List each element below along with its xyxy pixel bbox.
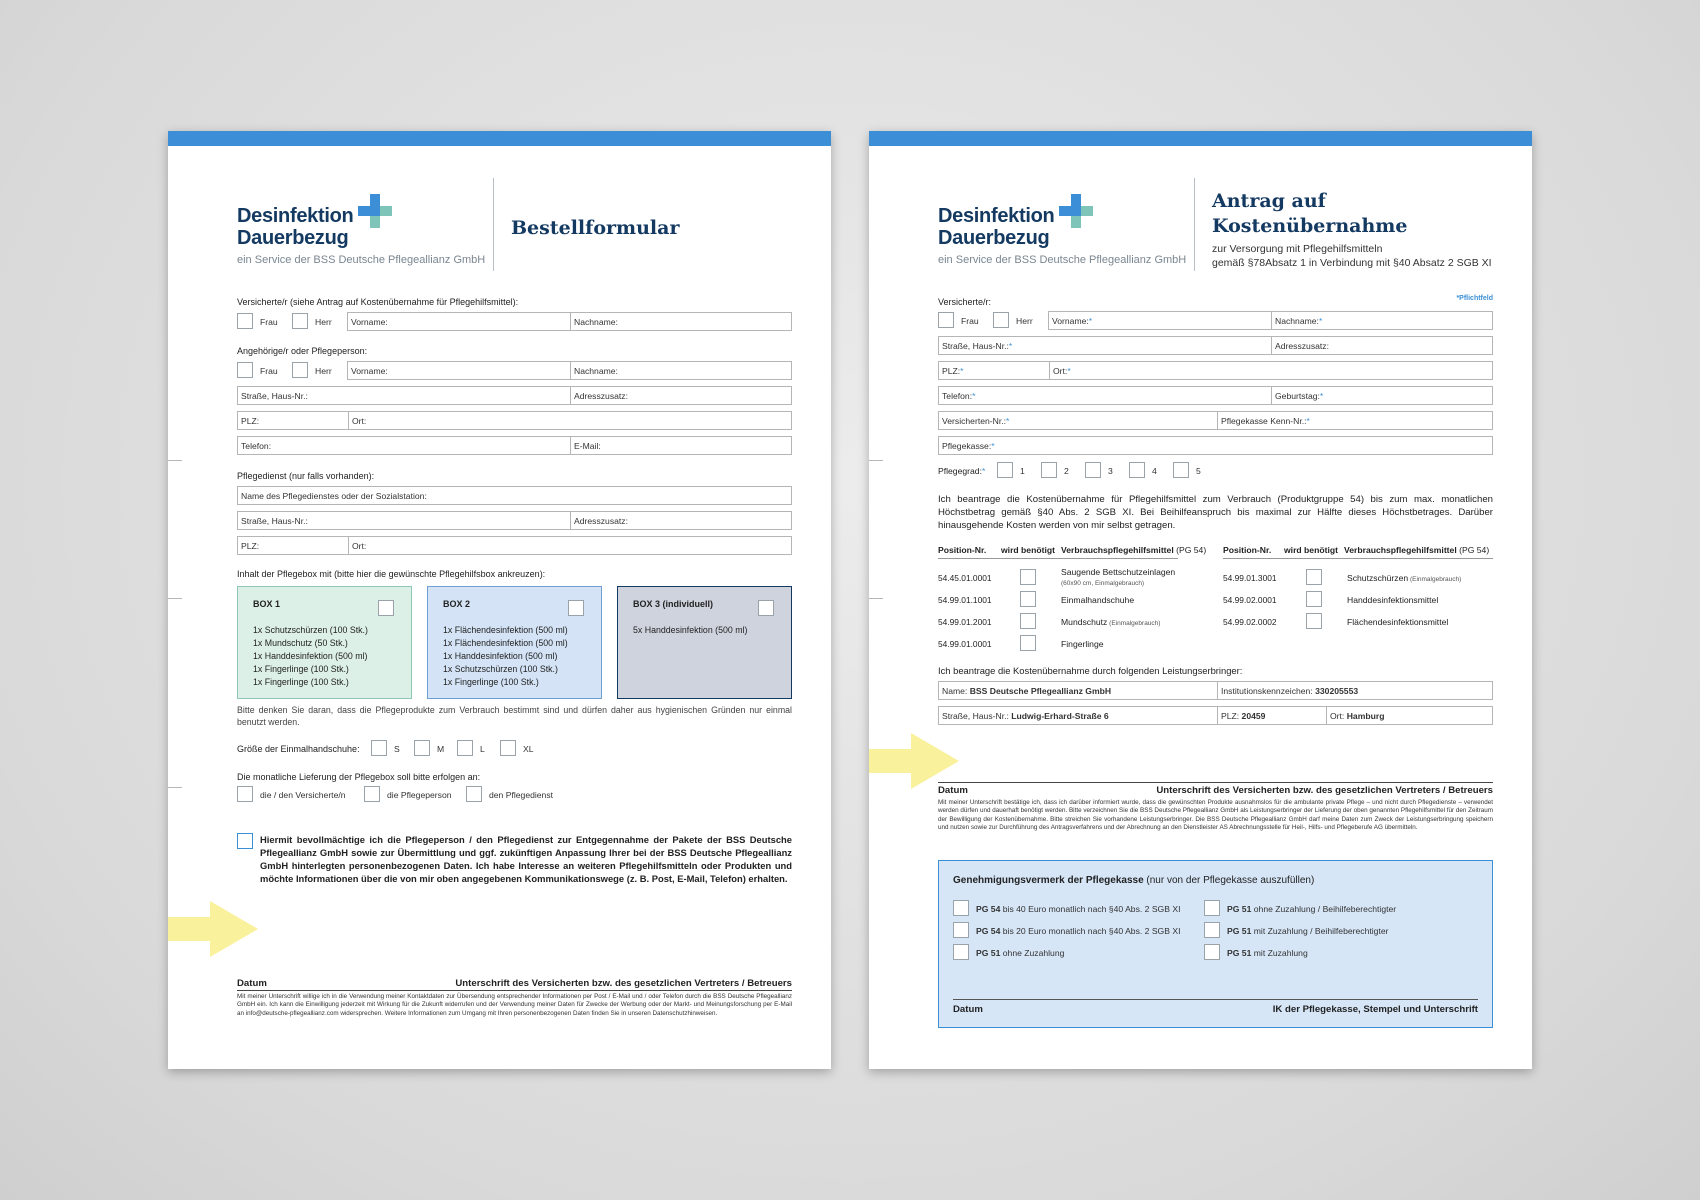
glove-size-s-label: S bbox=[394, 744, 400, 754]
approval-pg51-none-beihilfe-checkbox[interactable] bbox=[1204, 900, 1220, 916]
relative-herr-label: Herr bbox=[315, 366, 332, 376]
logo-plus-icon bbox=[1059, 194, 1093, 233]
glove-size-label: Größe der Einmalhandschuhe: bbox=[237, 744, 360, 754]
plz-label: PLZ: bbox=[241, 416, 260, 426]
relative-city-field[interactable] bbox=[237, 411, 792, 430]
street-label: Straße, Haus-Nr.:* bbox=[942, 341, 1013, 351]
header-divider bbox=[493, 178, 494, 271]
approval-option-label: PG 51 ohne Zuzahlung / Beihilfeberechtigter bbox=[1227, 904, 1397, 914]
sign-here-arrow-icon bbox=[869, 733, 959, 789]
care-fund-label: Pflegekasse:* bbox=[942, 441, 995, 451]
approval-option-label: PG 54 bis 20 Euro monatlich nach §40 Abs. 2 SGB XI bbox=[976, 926, 1181, 936]
page-title: Bestellformular bbox=[511, 217, 680, 239]
insured-herr-label: Herr bbox=[315, 317, 332, 327]
insurance-number-label: Versicherten-Nr.:* bbox=[942, 416, 1010, 426]
vorname-label: Vorname: bbox=[351, 317, 388, 327]
email-label: E-Mail: bbox=[574, 441, 601, 451]
box-item: 1x Fingerlinge (100 Stk.) bbox=[443, 677, 539, 687]
insured-herr-label: Herr bbox=[1016, 316, 1033, 326]
care-grade-4-label: 4 bbox=[1152, 466, 1157, 476]
product-needed-checkbox[interactable] bbox=[1020, 613, 1036, 629]
insured-name-field[interactable] bbox=[347, 312, 792, 331]
approval-date-label: Datum bbox=[953, 1004, 983, 1015]
margin-tick bbox=[869, 460, 883, 461]
glove-size-l-label: L bbox=[480, 744, 485, 754]
product-name: Flächendesinfektionsmittel bbox=[1347, 617, 1449, 627]
column-header-position: Position-Nr. bbox=[1223, 545, 1272, 555]
nachname-label: Nachname:* bbox=[1275, 316, 1323, 326]
care-grade-3-checkbox[interactable] bbox=[1085, 462, 1101, 478]
position-number: 54.99.02.0002 bbox=[1223, 617, 1277, 627]
column-header-needed: wird benötigt bbox=[1284, 545, 1338, 555]
box-item: 1x Flächendesinfektion (500 ml) bbox=[443, 638, 568, 648]
brand-subline: ein Service der BSS Deutsche Pflegeallianz GmbH bbox=[938, 254, 1187, 266]
box-2-checkbox[interactable] bbox=[568, 600, 584, 616]
vorname-label: Vorname:* bbox=[1052, 316, 1093, 326]
date-label: Datum bbox=[938, 785, 968, 796]
relative-frau-checkbox[interactable] bbox=[237, 362, 253, 378]
city-field[interactable] bbox=[938, 361, 1493, 380]
consent-checkbox[interactable] bbox=[237, 833, 253, 849]
margin-tick bbox=[869, 598, 883, 599]
care-grade-5-checkbox[interactable] bbox=[1173, 462, 1189, 478]
margin-tick bbox=[168, 598, 182, 599]
box-item: 1x Mundschutz (50 Stk.) bbox=[253, 638, 348, 648]
privacy-fineprint: Mit meiner Unterschrift willige ich in die Verwendung meiner Kontaktdaten zur Übersendung entsprechender Informationen per Post / E-Mail und / oder Telefon durch die BSS Deutsche Pflegeallianz GmbH ein. Ich kann die Einwilligung jederzeit mit Wirkung für die Zukunft widerrufen und der Verwendung meiner Daten für Zwecke der Werbung oder der Markt- und Meinungsforschung per E-Mail an info@deutsche-pflegeallianz.com widersprechen. Weitere Informationen zum Umgang mit Ihren personenbezogenen Daten finden Sie in unseren Datenschutzhinweisen. bbox=[237, 993, 792, 1017]
approval-option-label: PG 51 mit Zuzahlung bbox=[1227, 948, 1308, 958]
care-grade-1-checkbox[interactable] bbox=[997, 462, 1013, 478]
order-form-sheet bbox=[168, 131, 831, 1069]
glove-size-m-checkbox[interactable] bbox=[414, 740, 430, 756]
box-item: 5x Handdesinfektion (500 ml) bbox=[633, 625, 748, 635]
fund-id-label: Pflegekasse Kenn-Nr.:* bbox=[1221, 416, 1310, 426]
position-number: 54.99.01.3001 bbox=[1223, 573, 1277, 583]
box-item: 1x Fingerlinge (100 Stk.) bbox=[253, 677, 349, 687]
sheet-top-bar bbox=[168, 131, 831, 146]
brand-line-2: Dauerbezug bbox=[237, 227, 349, 249]
box-title: BOX 2 bbox=[443, 599, 471, 609]
brand-line-1: Desinfektion bbox=[938, 205, 1055, 227]
care-fund-field[interactable] bbox=[938, 436, 1493, 455]
brand-line-1: Desinfektion bbox=[237, 205, 354, 227]
approval-option-label: PG 54 bis 40 Euro monatlich nach §40 Abs. 2 SGB XI bbox=[976, 904, 1181, 914]
insured-frau-label: Frau bbox=[961, 316, 979, 326]
plz-label: PLZ: bbox=[241, 541, 260, 551]
street-label: Straße, Haus-Nr.: bbox=[241, 391, 308, 401]
delivery-insured-label: die / den Versicherte/n bbox=[260, 790, 346, 800]
provider-street: Straße, Haus-Nr.: Ludwig-Erhard-Straße 6 bbox=[942, 711, 1109, 721]
relative-herr-checkbox[interactable] bbox=[292, 362, 308, 378]
service-name-label: Name des Pflegedienstes oder der Sozialstation: bbox=[241, 491, 427, 501]
position-number: 54.99.01.0001 bbox=[938, 639, 992, 649]
column-header-position: Position-Nr. bbox=[938, 545, 987, 555]
ort-label: Ort: bbox=[352, 541, 367, 551]
position-number: 54.45.01.0001 bbox=[938, 573, 992, 583]
care-grade-4-checkbox[interactable] bbox=[1129, 462, 1145, 478]
care-grade-2-label: 2 bbox=[1064, 466, 1069, 476]
consent-text: Hiermit bevollmächtige ich die Pflegeperson / den Pflegedienst zur Entgegennahme der Pakete der BSS Deutsche Pflegeallianz GmbH sowie zur Übermittlung und ggf. zukünftigen Anpassung Ihrer bei der BSS Deutsche Pflegeallianz GmbH hinterlegten personenbezogenen Daten. Ich habe Interesse an weiteren Pflegehilfsmitteln oder Produkten und möchte Informationen über die von mir oben angegebenen Kommunikationswege (z. B. Post, E-Mail, Telefon) erhalten. bbox=[260, 834, 792, 884]
page-subtitle-1: zur Versorgung mit Pflegehilfsmitteln bbox=[1212, 243, 1383, 255]
insured-frau-label: Frau bbox=[260, 317, 278, 327]
required-field-note: *Pflichtfeld bbox=[1456, 295, 1493, 302]
box-3-option[interactable] bbox=[617, 586, 792, 699]
telefon-label: Telefon:* bbox=[942, 391, 976, 401]
column-header-needed: wird benötigt bbox=[1001, 545, 1055, 555]
product-needed-checkbox[interactable] bbox=[1020, 569, 1036, 585]
box-2-option[interactable] bbox=[427, 586, 602, 699]
brand-subline: ein Service der BSS Deutsche Pflegeallianz GmbH bbox=[237, 254, 486, 266]
nachname-label: Nachname: bbox=[574, 366, 618, 376]
box-item: 1x Handdesinfektion (500 ml) bbox=[443, 651, 558, 661]
relative-frau-label: Frau bbox=[260, 366, 278, 376]
insured-herr-checkbox[interactable] bbox=[292, 313, 308, 329]
provider-intro: Ich beantrage die Kostenübernahme durch folgenden Leistungserbringer: bbox=[938, 665, 1243, 676]
delivery-service-label: den Pflegedienst bbox=[489, 790, 554, 800]
glove-size-m-label: M bbox=[437, 744, 445, 754]
telefon-label: Telefon: bbox=[241, 441, 272, 451]
nachname-label: Nachname: bbox=[574, 317, 618, 327]
provider-ik: Institutionskennzeichen: 330205553 bbox=[1221, 686, 1359, 696]
glove-size-s-checkbox[interactable] bbox=[371, 740, 387, 756]
provider-plz: PLZ: 20459 bbox=[1221, 711, 1266, 721]
approval-pg51-none-checkbox[interactable] bbox=[953, 944, 969, 960]
page-title: Antrag auf Kostenübernahme bbox=[1212, 190, 1408, 237]
signature-label: Unterschrift des Versicherten bzw. des gesetzlichen Vertreters / Betreuers bbox=[1156, 785, 1493, 796]
signature-line bbox=[938, 782, 1493, 783]
product-needed-checkbox[interactable] bbox=[1306, 569, 1322, 585]
approval-pg54-40-checkbox[interactable] bbox=[953, 900, 969, 916]
insured-frau-checkbox[interactable] bbox=[237, 313, 253, 329]
care-service-street-field[interactable] bbox=[237, 511, 792, 530]
approval-ik-label: IK der Pflegekasse, Stempel und Unterschrift bbox=[1272, 1004, 1478, 1015]
approval-signature-line bbox=[953, 999, 1478, 1000]
page-subtitle-2: gemäß §78Absatz 1 in Verbindung mit §40 Absatz 2 SGB XI bbox=[1212, 257, 1492, 269]
product-needed-checkbox[interactable] bbox=[1020, 635, 1036, 651]
address-extra-label: Adresszusatz: bbox=[574, 391, 628, 401]
care-service-name-field[interactable] bbox=[237, 486, 792, 505]
care-grade-3-label: 3 bbox=[1108, 466, 1113, 476]
product-name: Mundschutz (Einmalgebrauch) bbox=[1061, 617, 1161, 627]
product-needed-checkbox[interactable] bbox=[1306, 613, 1322, 629]
delivery-service-checkbox[interactable] bbox=[466, 786, 482, 802]
margin-tick bbox=[168, 787, 182, 788]
glove-size-l-checkbox[interactable] bbox=[457, 740, 473, 756]
box-item: 1x Schutzschürzen (100 Stk.) bbox=[253, 625, 368, 635]
glove-size-xl-label: XL bbox=[523, 744, 534, 754]
approval-option-label: PG 51 mit Zuzahlung / Beihilfeberechtigter bbox=[1227, 926, 1389, 936]
column-header-item: Verbrauchspflegehilfsmittel (PG 54) bbox=[1344, 545, 1490, 555]
provider-city: Ort: Hamburg bbox=[1330, 711, 1385, 721]
insurance-number-field[interactable] bbox=[938, 411, 1493, 430]
delivery-label: Die monatliche Lieferung der Pflegebox soll bitte erfolgen an: bbox=[237, 772, 481, 782]
date-label: Datum bbox=[237, 978, 267, 989]
provider-name-field bbox=[938, 681, 1493, 700]
birthday-label: Geburtstag:* bbox=[1275, 391, 1324, 401]
brand-line-2: Dauerbezug bbox=[938, 227, 1050, 249]
relative-street-field[interactable] bbox=[237, 386, 792, 405]
box-title: BOX 3 (individuell) bbox=[633, 599, 714, 609]
glove-size-xl-checkbox[interactable] bbox=[500, 740, 516, 756]
approval-pg51-with-checkbox[interactable] bbox=[1204, 944, 1220, 960]
provider-address-field bbox=[938, 706, 1493, 725]
hygiene-note: Bitte denken Sie daran, dass die Pflegeprodukte zum Verbrauch bestimmt sind und dürfen daher aus hygienischen Gründen nur einmal benutzt werden. bbox=[237, 705, 792, 727]
address-extra-label: Adresszusatz: bbox=[1275, 341, 1329, 351]
delivery-caregiver-checkbox[interactable] bbox=[364, 786, 380, 802]
product-needed-checkbox[interactable] bbox=[1306, 591, 1322, 607]
delivery-insured-checkbox[interactable] bbox=[237, 786, 253, 802]
position-number: 54.99.01.1001 bbox=[938, 595, 992, 605]
street-label: Straße, Haus-Nr.: bbox=[241, 516, 308, 526]
position-number: 54.99.02.0001 bbox=[1223, 595, 1277, 605]
provider-name: Name: BSS Deutsche Pflegeallianz GmbH bbox=[942, 686, 1112, 696]
insured-label: Versicherte/r (siehe Antrag auf Kostenübernahme für Pflegehilfsmittel): bbox=[237, 297, 519, 307]
product-name: Schutzschürzen (Einmalgebrauch) bbox=[1347, 573, 1462, 583]
box-1-option[interactable] bbox=[237, 586, 412, 699]
box-item: 1x Schutzschürzen (100 Stk.) bbox=[443, 664, 558, 674]
product-name: Handdesinfektionsmittel bbox=[1347, 595, 1439, 605]
product-name: Saugende Bettschutzeinlagen (60x90 cm, Einmalgebrauch) bbox=[1061, 567, 1176, 587]
box-3-checkbox[interactable] bbox=[758, 600, 774, 616]
care-grade-5-label: 5 bbox=[1196, 466, 1201, 476]
logo-plus-icon bbox=[358, 194, 392, 233]
box-item: 1x Handdesinfektion (500 ml) bbox=[253, 651, 368, 661]
margin-tick bbox=[168, 460, 182, 461]
care-grade-label: Pflegegrad:* bbox=[938, 466, 986, 476]
care-service-label: Pflegedienst (nur falls vorhanden): bbox=[237, 471, 375, 481]
product-name: Einmalhandschuhe bbox=[1061, 595, 1135, 605]
approval-title: Genehmigungsvermerk der Pflegekasse (nur von der Pflegekasse auszufüllen) bbox=[953, 875, 1315, 886]
care-grade-2-checkbox[interactable] bbox=[1041, 462, 1057, 478]
box-1-checkbox[interactable] bbox=[378, 600, 394, 616]
approval-section bbox=[938, 860, 1493, 1028]
sheet-top-bar bbox=[869, 131, 1532, 146]
box-item: 1x Flächendesinfektion (500 ml) bbox=[443, 625, 568, 635]
cost-application-sheet bbox=[869, 131, 1532, 1069]
approval-pg51-with-beihilfe-checkbox[interactable] bbox=[1204, 922, 1220, 938]
relative-name-field[interactable] bbox=[347, 361, 792, 380]
care-service-city-field[interactable] bbox=[237, 536, 792, 555]
approval-pg54-20-checkbox[interactable] bbox=[953, 922, 969, 938]
ort-label: Ort:* bbox=[1053, 366, 1071, 376]
request-text: Ich beantrage die Kostenübernahme für Pflegehilfsmittel zum Verbrauch (Produktgruppe 54) bis zum max. monatlichen Höchstbetrag gemäß §40 Abs. 2 SGB XI. Bei Beihilfeanspruch bis maximal zur Hälfte dieses Höchstbetrages. Darüber hinausgehende Kosten werden von mir selbst getragen. bbox=[938, 494, 1493, 531]
box-title: BOX 1 bbox=[253, 599, 281, 609]
signature-line bbox=[237, 990, 792, 991]
insured-herr-checkbox[interactable] bbox=[993, 312, 1009, 328]
delivery-caregiver-label: die Pflegeperson bbox=[387, 790, 452, 800]
relative-contact-field[interactable] bbox=[237, 436, 792, 455]
consent-fineprint: Mit meiner Unterschrift bestätige ich, dass ich darüber informiert wurde, dass die gewünschten Produkte ausnahmslos für die ambulante private Pflege – und nicht durch Pflegedienste – verwendet werden dürfen und dauerhaft benötigt werden. Bitte verzeichnen Sie die BSS Deutsche Pflegeallianz GmbH als Leistungserbringer der Lieferung der oben genannten Pflegehilfsmittel für den Zeitraum der Bewilligung der Kostenübernahme. Bitte streichen Sie vorhandene Leistungserbringer. Die BSS Deutsche Pflegeallianz GmbH darf meine Daten zum Zweck der Leistungserbringung speichern und nutzen sowie zur Durchführung des Antragsverfahrens und der Abrechnung an den Dienstleister AS Abrechnungsstelle für Heil-, Hilfs- und Pflegeberufe AG übermitteln. bbox=[938, 799, 1493, 831]
vorname-label: Vorname: bbox=[351, 366, 388, 376]
plz-label: PLZ:* bbox=[942, 366, 964, 376]
product-needed-checkbox[interactable] bbox=[1020, 591, 1036, 607]
care-grade-1-label: 1 bbox=[1020, 466, 1025, 476]
approval-option-label: PG 51 ohne Zuzahlung bbox=[976, 948, 1065, 958]
column-header-item: Verbrauchspflegehilfsmittel (PG 54) bbox=[1061, 545, 1207, 555]
insured-name-field[interactable] bbox=[1048, 311, 1493, 330]
sign-here-arrow-icon bbox=[168, 901, 258, 957]
insured-label: Versicherte/r: bbox=[938, 297, 992, 307]
phone-birthday-field[interactable] bbox=[938, 386, 1493, 405]
ort-label: Ort: bbox=[352, 416, 367, 426]
product-name: Fingerlinge bbox=[1061, 639, 1104, 649]
relative-label: Angehörige/r oder Pflegeperson: bbox=[237, 346, 368, 356]
header-divider bbox=[1194, 178, 1195, 271]
signature-label: Unterschrift des Versicherten bzw. des gesetzlichen Vertreters / Betreuers bbox=[455, 978, 792, 989]
street-field[interactable] bbox=[938, 336, 1493, 355]
box-item: 1x Fingerlinge (100 Stk.) bbox=[253, 664, 349, 674]
address-extra-label: Adresszusatz: bbox=[574, 516, 628, 526]
box-intro-label: Inhalt der Pflegebox mit (bitte hier die gewünschte Pflegehilfsbox ankreuzen): bbox=[237, 569, 546, 579]
insured-frau-checkbox[interactable] bbox=[938, 312, 954, 328]
position-number: 54.99.01.2001 bbox=[938, 617, 992, 627]
